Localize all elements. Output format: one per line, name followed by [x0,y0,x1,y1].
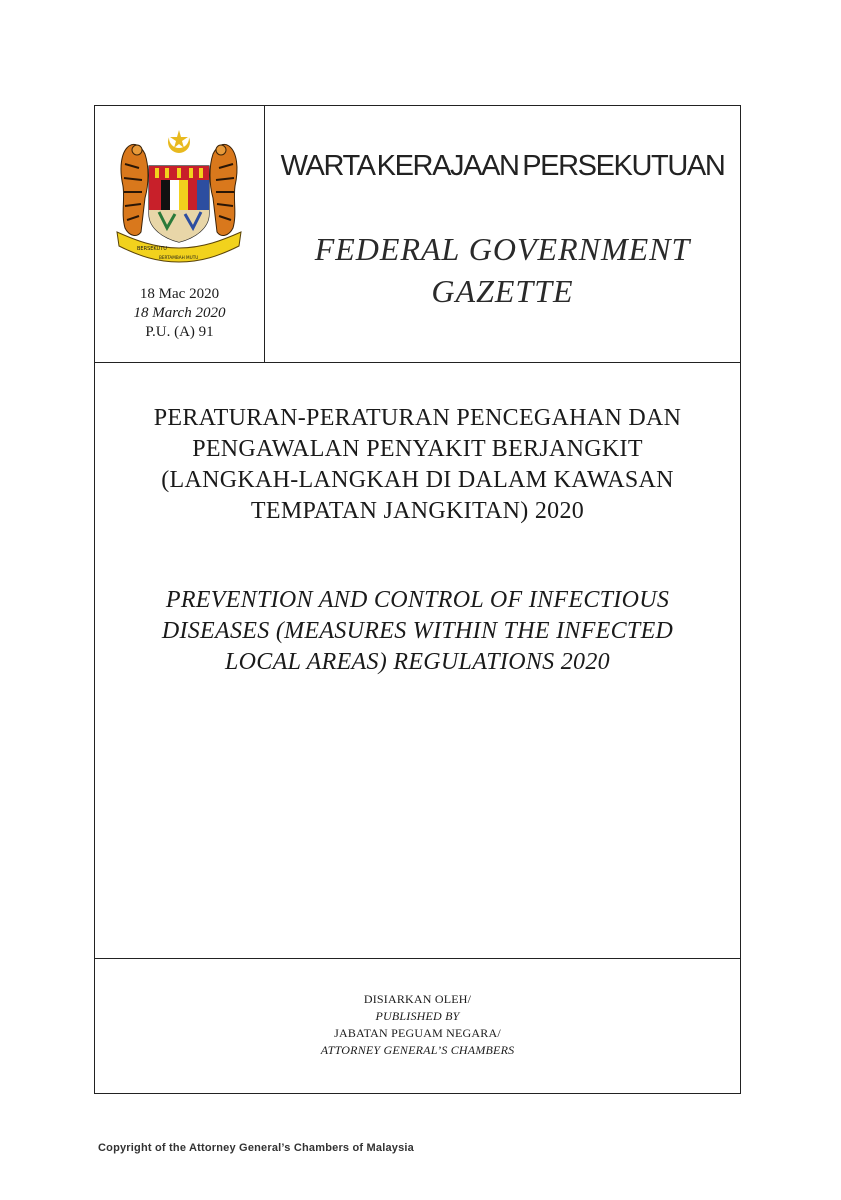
publisher-line-english: PUBLISHED BY [375,1009,460,1023]
publisher-section [95,959,740,1093]
regulation-title-english-line: LOCAL AREAS) REGULATIONS 2020 [225,649,610,675]
regulation-title-malay-line: PENGAWALAN PENYAKIT BERJANGKIT [192,436,643,462]
regulation-title-english-line: DISEASES (MEASURES WITHIN THE INFECTED [161,618,674,644]
regulation-title-malay-line: TEMPATAN JANGKITAN) 2020 [250,498,585,524]
gazette-date-block [95,285,264,342]
publisher-line-malay: DISIARKAN OLEH/ [363,992,472,1006]
pu-reference: P.U. (A) 91 [145,324,214,340]
regulation-title-english-line: PREVENTION AND CONTROL OF INFECTIOUS [165,587,670,613]
gazette-title-cell [265,106,740,362]
crescent-star-icon [168,128,190,153]
gazette-title-malay: WARTA KERAJAAN PERSEKUTUAN [280,150,725,182]
publisher-name-malay: JABATAN PEGUAM NEGARA/ [334,1026,501,1040]
regulation-title-english [95,585,740,678]
gazette-title-english-line2: GAZETTE [431,273,574,309]
gazette-cover-frame [94,105,741,1094]
publisher-block [95,991,740,1059]
coat-of-arms-icon [115,128,243,268]
regulation-title-malay-line: (LANGKAH-LANGKAH DI DALAM KAWASAN [161,467,674,493]
regulation-title-malay [95,403,740,527]
date-english: 18 March 2020 [133,305,226,321]
gazette-title-english [265,228,740,312]
copyright-notice: Copyright of the Attorney General’s Chambers of Malaysia [98,1142,415,1154]
motto-left-text: BERSEKUTU [137,246,167,252]
left-tiger-icon [121,144,148,235]
gazette-header [95,106,740,363]
shield-icon [149,166,209,242]
crest-and-date-cell [95,106,265,362]
motto-right-text: BERTAMBAH MUTU [159,255,199,260]
publisher-name-english: ATTORNEY GENERAL’S CHAMBERS [320,1043,515,1057]
regulation-title-section [95,363,740,959]
date-malay: 18 Mac 2020 [139,286,220,302]
regulation-title-malay-line: PERATURAN-PERATURAN PENCEGAHAN DAN [153,405,682,431]
gazette-title-english-line1: FEDERAL GOVERNMENT [314,231,691,267]
right-tiger-icon [210,144,237,235]
